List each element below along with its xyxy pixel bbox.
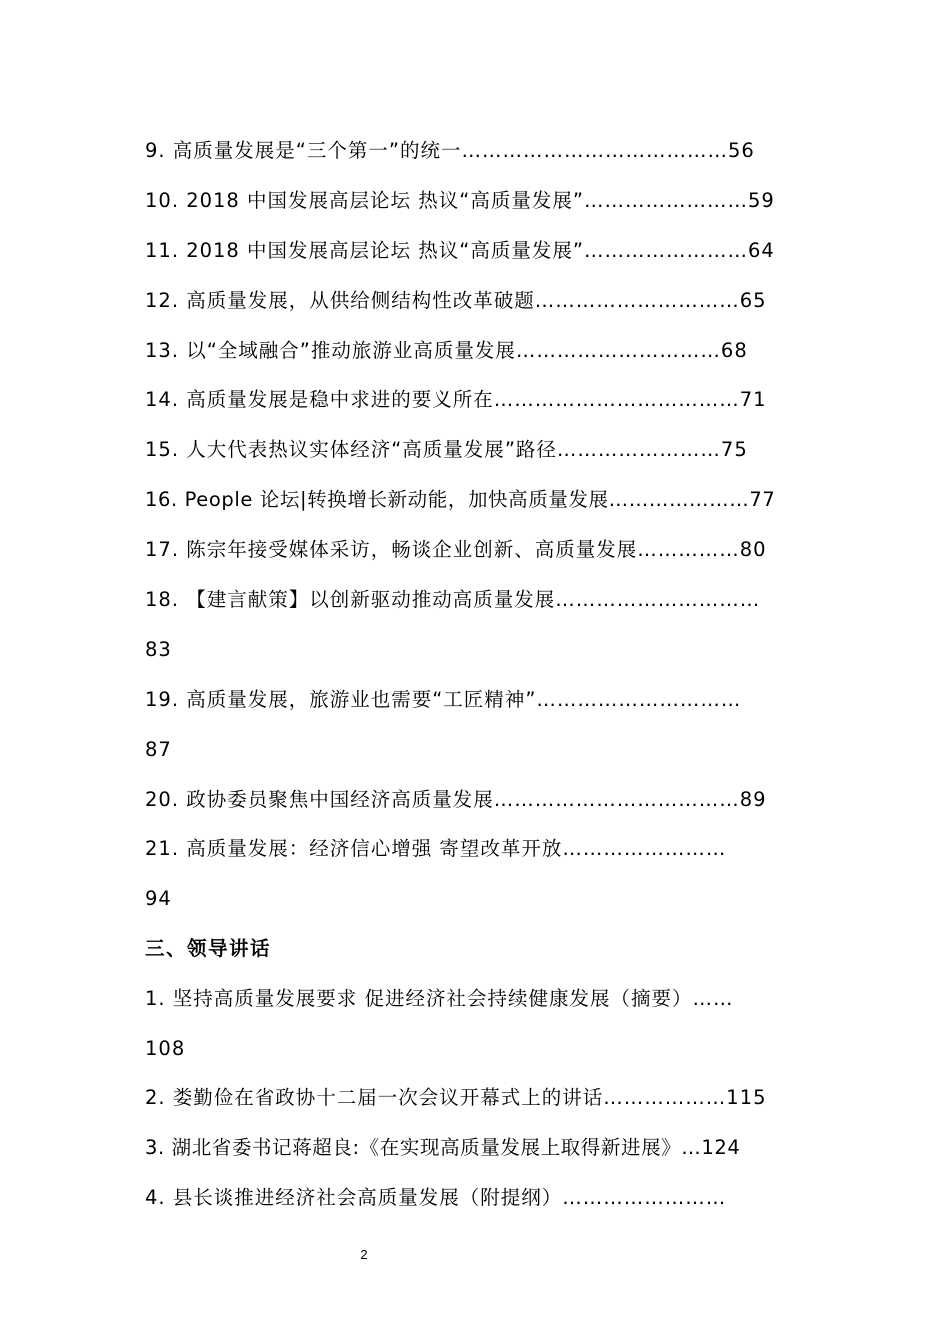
speech-entry-4[interactable]: 4. 县长谈推进经济社会高质量发展（附提纲）…………………… bbox=[145, 1186, 727, 1209]
speech-entry-1[interactable]: 1. 坚持高质量发展要求 促进经济社会持续健康发展（摘要）…… bbox=[145, 987, 734, 1010]
toc-entry-19-page[interactable]: 87 bbox=[145, 738, 172, 761]
toc-entry-10[interactable]: 10. 2018 中国发展高层论坛 热议“高质量发展”……………………59 bbox=[145, 189, 775, 212]
toc-entry-11[interactable]: 11. 2018 中国发展高层论坛 热议“高质量发展”……………………64 bbox=[145, 239, 775, 262]
toc-entry-18[interactable]: 18. 【建言献策】以创新驱动推动高质量发展………………………… bbox=[145, 588, 761, 611]
speech-entry-2[interactable]: 2. 娄勤俭在省政协十二届一次会议开幕式上的讲话………………115 bbox=[145, 1086, 767, 1109]
page-number: 2 bbox=[360, 1247, 368, 1262]
toc-entry-21-page[interactable]: 94 bbox=[145, 887, 172, 910]
toc-entry-16[interactable]: 16. People 论坛|转换增长新动能，加快高质量发展…………………77 bbox=[145, 488, 776, 511]
toc-entry-21[interactable]: 21. 高质量发展：经济信心增强 寄望改革开放…………………… bbox=[145, 837, 727, 860]
section-heading-leader-speeches: 三、领导讲话 bbox=[145, 937, 272, 960]
toc-entry-18-page[interactable]: 83 bbox=[145, 638, 172, 661]
toc-entry-13[interactable]: 13. 以“全域融合”推动旅游业高质量发展…………………………68 bbox=[145, 339, 748, 362]
toc-entry-20[interactable]: 20. 政协委员聚焦中国经济高质量发展………………………………89 bbox=[145, 788, 767, 811]
toc-entry-14[interactable]: 14. 高质量发展是稳中求进的要义所在………………………………71 bbox=[145, 388, 767, 411]
speech-entry-3[interactable]: 3. 湖北省委书记蒋超良:《在实现高质量发展上取得新进展》…124 bbox=[145, 1136, 741, 1159]
toc-entry-15[interactable]: 15. 人大代表热议实体经济“高质量发展”路径……………………75 bbox=[145, 438, 748, 461]
toc-entry-17[interactable]: 17. 陈宗年接受媒体采访，畅谈企业创新、高质量发展……………80 bbox=[145, 538, 767, 561]
toc-entry-12[interactable]: 12. 高质量发展，从供给侧结构性改革破题…………………………65 bbox=[145, 289, 767, 312]
toc-entry-19[interactable]: 19. 高质量发展，旅游业也需要“工匠精神”………………………… bbox=[145, 688, 742, 711]
toc-entry-9[interactable]: 9. 高质量发展是“三个第一”的统一…………………………………56 bbox=[145, 139, 755, 162]
speech-entry-1-page[interactable]: 108 bbox=[145, 1037, 186, 1060]
